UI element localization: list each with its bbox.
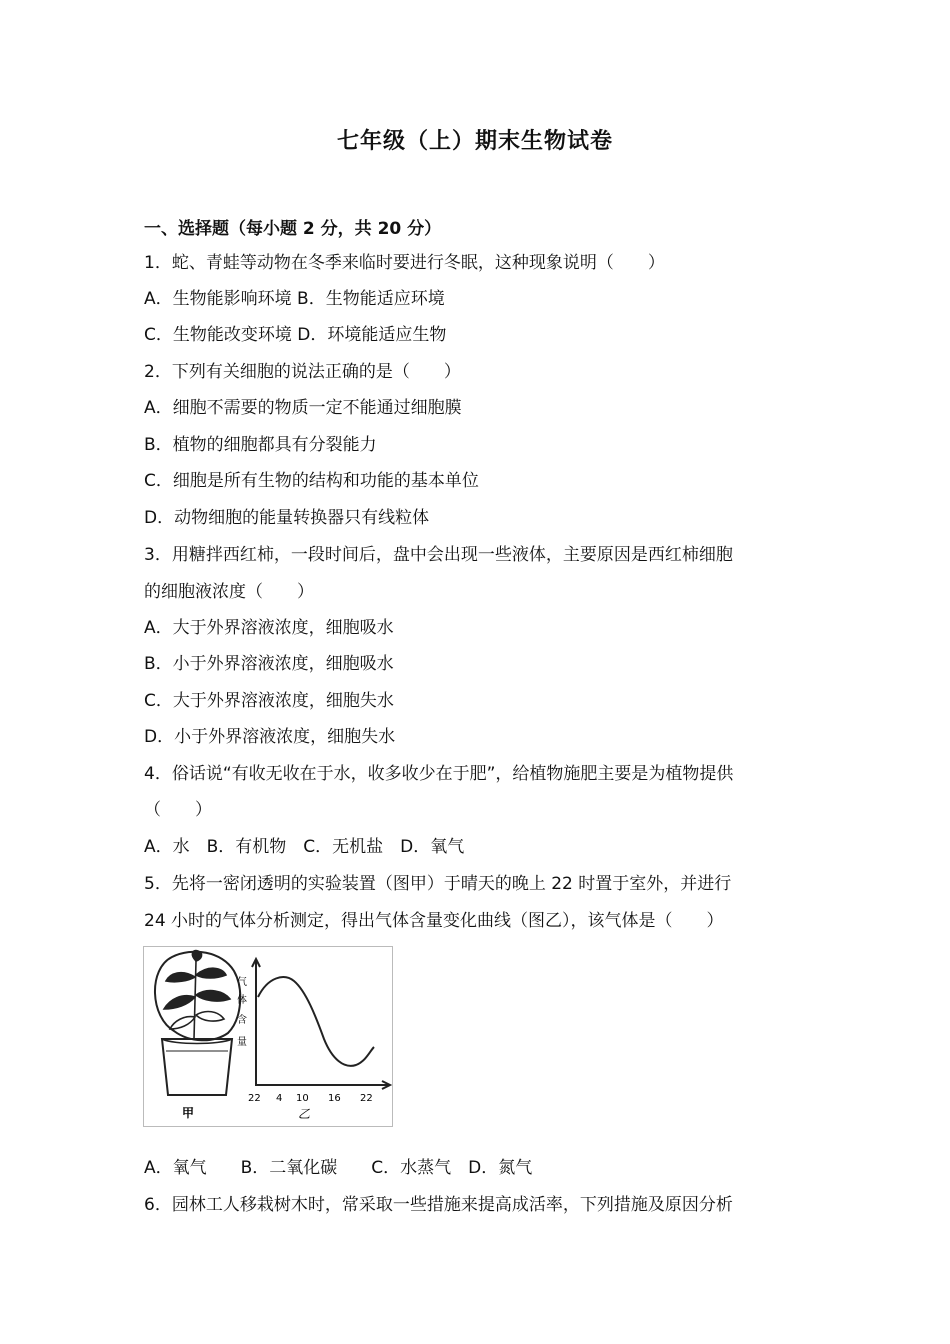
y-axis-label-char-2: 体	[237, 995, 247, 1006]
y-axis-label-char-3: 含	[237, 1015, 247, 1026]
question-2-option-b: B．植物的细胞都具有分裂能力	[144, 435, 377, 455]
y-axis-label-char-4: 量	[237, 1037, 247, 1048]
question-2-option-d: D．动物细胞的能量转换器只有线粒体	[144, 508, 430, 528]
gas-content-curve	[258, 977, 374, 1066]
question-5-stem: 5．先将一密闭透明的实验装置（图甲）于晴天的晚上 22 时置于室外，并进行	[144, 874, 732, 894]
question-3-option-a: A．大于外界溶液浓度，细胞吸水	[144, 618, 394, 638]
figure-yi-label: 乙	[298, 1107, 311, 1121]
question-4-options: A．水 B．有机物 C．无机盐 D．氧气	[144, 837, 465, 857]
x-tick-label: 16	[328, 1093, 341, 1104]
page-title: 七年级（上）期末生物试卷	[336, 129, 613, 154]
question-5-stem-cont: 24 小时的气体分析测定，得出气体含量变化曲线（图乙），该气体是（ ）	[144, 911, 724, 931]
question-2-option-c: C．细胞是所有生物的结构和功能的基本单位	[144, 471, 479, 491]
experiment-figure	[143, 946, 393, 1127]
x-tick-label: 10	[296, 1093, 309, 1104]
question-1-stem: 1．蛇、青蛙等动物在冬季来临时要进行冬眠，这种现象说明（ ）	[144, 253, 665, 273]
sealed-plant-illustration	[155, 951, 240, 1095]
question-4-stem-cont: （ ）	[144, 800, 212, 820]
figure-jia-label: 甲	[182, 1106, 195, 1120]
question-2-option-a: A．细胞不需要的物质一定不能通过细胞膜	[144, 398, 462, 418]
question-3-option-c: C．大于外界溶液浓度，细胞失水	[144, 691, 394, 711]
x-tick-label: 22	[360, 1093, 373, 1104]
question-4-stem: 4．俗话说“有收无收在于水，收多收少在于肥”，给植物施肥主要是为植物提供	[144, 764, 734, 784]
question-3-option-d: D．小于外界溶液浓度，细胞失水	[144, 727, 396, 747]
section-heading: 一、选择题（每小题 2 分，共 20 分）	[144, 219, 442, 239]
gas-curve-chart	[252, 959, 390, 1089]
y-axis-label-char-1: 气	[237, 977, 247, 988]
question-2-stem: 2．下列有关细胞的说法正确的是（ ）	[144, 362, 461, 382]
question-5-options: A．氧气 B．二氧化碳 C．水蒸气 D．氮气	[144, 1158, 533, 1178]
question-3-stem: 3．用糖拌西红柿，一段时间后，盘中会出现一些液体，主要原因是西红柿细胞	[144, 545, 733, 565]
x-tick-label: 22	[248, 1093, 261, 1104]
question-6-stem: 6．园林工人移栽树木时，常采取一些措施来提高成活率，下列措施及原因分析	[144, 1195, 733, 1215]
question-1-options-cd: C．生物能改变环境 D．环境能适应生物	[144, 325, 447, 345]
question-1-options-ab: A．生物能影响环境 B．生物能适应环境	[144, 289, 445, 309]
question-3-stem-cont: 的细胞液浓度（ ）	[144, 582, 314, 602]
experiment-figure-svg	[144, 947, 392, 1126]
x-tick-label: 4	[276, 1093, 283, 1104]
question-3-option-b: B．小于外界溶液浓度，细胞吸水	[144, 654, 394, 674]
